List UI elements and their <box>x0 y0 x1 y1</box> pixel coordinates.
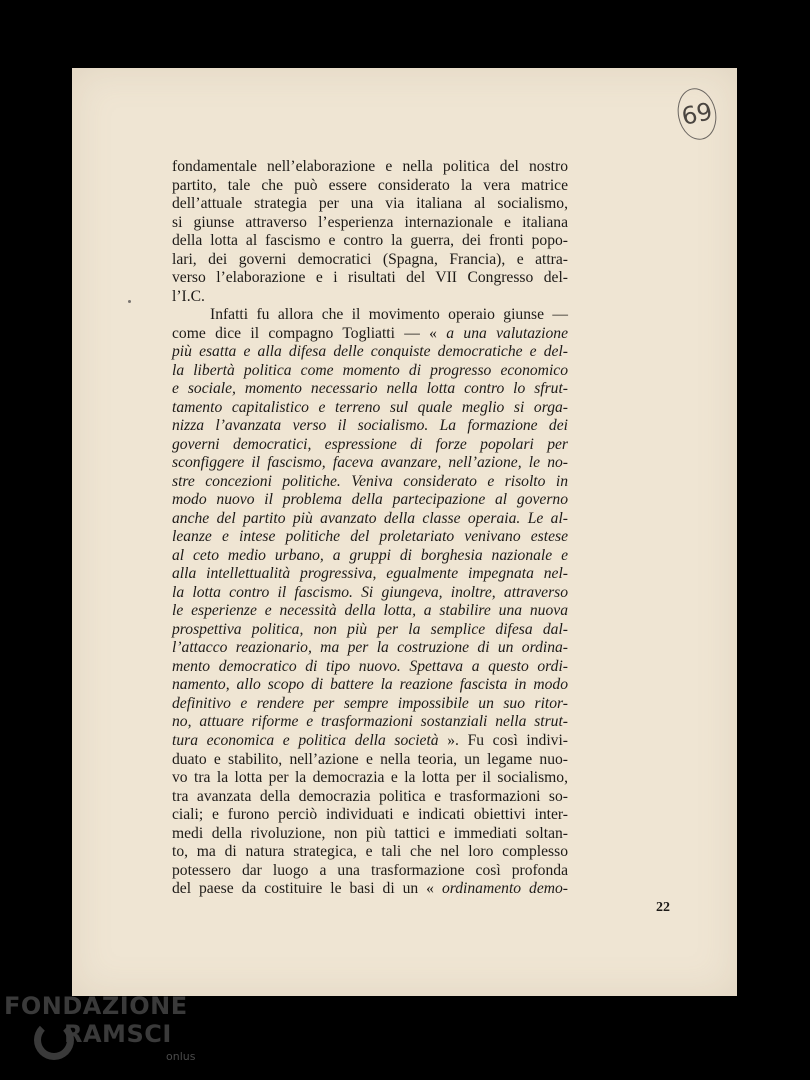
logo-suffix: onlus <box>166 1050 196 1063</box>
handwritten-folio-number: 69 <box>673 85 721 144</box>
text-line: tra avanzata della democrazia politica e trasformazioni so- <box>172 787 568 805</box>
quote-line: tamento capitalistico e terreno sul quale meglio si orga- <box>172 398 568 416</box>
page-speck <box>128 300 131 303</box>
text-line: partito, tale che può essere considerato la vera matrice <box>172 176 568 194</box>
text-line: ciali; e furono perciò individuati e indicati obiettivi inter- <box>172 806 568 824</box>
quote-line: stre concezioni politiche. Veniva considerato e risolto in <box>172 472 568 490</box>
quote-segment: a una valutazione <box>446 324 568 342</box>
text-line-mixed <box>172 880 568 899</box>
quote-line: namento, allo scopo di battere la reazione fascista in modo <box>172 676 568 694</box>
quote-line: anche del partito più avanzato della classe operaia. Le al- <box>172 509 568 527</box>
text-line: verso l’elaborazione e i risultati del VII Congresso del- <box>172 269 568 287</box>
quote-line: prospettiva politica, non più per la semplice difesa dal- <box>172 620 568 638</box>
quote-line: leanze e intese politiche del proletariato venivano estese <box>172 528 568 546</box>
text-line: potessero dar luogo a una trasformazione così profonda <box>172 861 568 879</box>
text-line: vo tra la lotta per la democrazia e la lotta per il socialismo, <box>172 769 568 787</box>
text-line: della lotta al fascismo e contro la guerra, dei fronti popo- <box>172 232 568 250</box>
text-segment: come dice il compagno Togliatti — « <box>172 324 447 342</box>
text-line: dell’attuale strategia per una via italiana al socialismo, <box>172 195 568 213</box>
quote-segment: tura economica e politica della società <box>172 731 439 749</box>
text-line: fondamentale nell’elaborazione e nella politica del nostro <box>172 158 568 175</box>
quote-line: mento democratico di tipo nuovo. Spettava a questo ordi- <box>172 657 568 675</box>
quote-line: la libertà politica come momento di progresso economico <box>172 361 568 379</box>
fondazione-gramsci-logo <box>4 992 214 1072</box>
quote-line: l’attacco reazionario, ma per la costruzione di un ordina- <box>172 639 568 657</box>
quote-line: sconfiggere il fascismo, faceva avanzare, nell’azione, le no- <box>172 454 568 472</box>
text-line: to, ma di natura strategica, e tali che nel loro complesso <box>172 843 568 861</box>
text-line: l’I.C. <box>172 287 205 305</box>
quote-line: governi democratici, espressione di forze popolari per <box>172 435 568 453</box>
page-number: 22 <box>656 900 670 915</box>
text-line: Infatti fu allora che il movimento operaio giunse — <box>210 306 568 324</box>
text-line-mixed <box>172 732 568 751</box>
quote-line: le esperienze e necessità della lotta, a stabilire una nuova <box>172 602 568 620</box>
quote-line: definitivo e rendere per sempre impossibile un suo ritor- <box>172 694 568 712</box>
logo-line-2: RAMSCI <box>64 1020 172 1048</box>
body-text <box>172 158 568 899</box>
logo-line-1: FONDAZIONE <box>4 992 188 1020</box>
text-line: duato e stabilito, nell’azione e nella teoria, un legame nuo- <box>172 750 568 768</box>
quote-line: la lotta contro il fascismo. Si giungeva, inoltre, attraverso <box>172 583 568 601</box>
text-segment: del paese da costituire le basi di un « <box>172 880 442 898</box>
quote-line: nizza l’avanzata verso il socialismo. La formazione dei <box>172 417 568 435</box>
text-segment: ». Fu così indivi- <box>438 731 568 749</box>
quote-segment: ordinamento demo- <box>441 880 568 898</box>
quote-line: più esatta e alla difesa delle conquiste democratiche e del- <box>172 343 568 361</box>
text-line-mixed <box>172 325 568 344</box>
quote-line: e sociale, momento necessario nella lotta contro lo sfrut- <box>172 380 568 398</box>
quote-line: modo nuovo il problema della partecipazione al governo <box>172 491 568 509</box>
quote-line: al ceto medio urbano, a gruppi di borghesia nazionale e <box>172 546 568 564</box>
text-line: medi della rivoluzione, non più tattici e immediati soltan- <box>172 824 568 842</box>
quote-line: no, attuare riforme e trasformazioni sostanziali nella strut- <box>172 713 568 731</box>
quote-line: alla intellettualità progressiva, egualmente impegnata nel- <box>172 565 568 583</box>
text-line: si giunse attraverso l’esperienza internazionale e italiana <box>172 213 568 231</box>
text-line: lari, dei governi democratici (Spagna, Francia), e attra- <box>172 250 568 268</box>
